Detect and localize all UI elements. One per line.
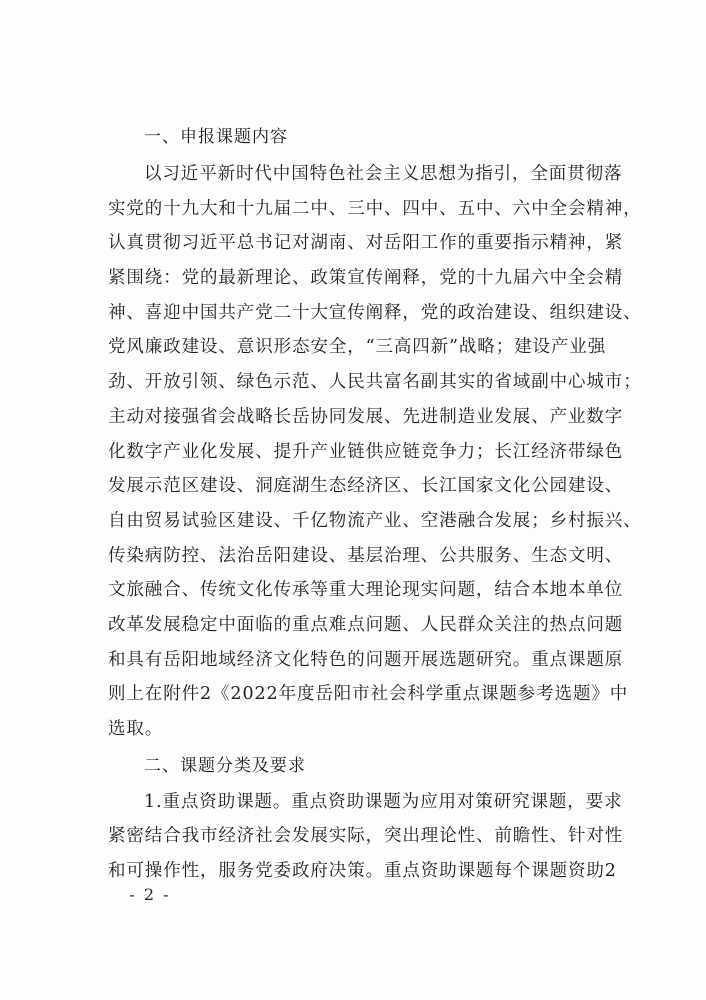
paragraph-line: 改革发展稳定中面临的重点难点问题、人民群众关注的热点问题 xyxy=(108,614,624,635)
paragraph-line: 传染病防控、法治岳阳建设、基层治理、公共服务、生态文明、 xyxy=(108,545,624,566)
paragraph-line: 文旅融合、传统文化传承等重大理论现实问题，结合本地本单位 xyxy=(108,580,624,601)
paragraph-line: 认真贯彻习近平总书记对湖南、对岳阳工作的重要指示精神，紧 xyxy=(108,233,624,254)
paragraph-line: 以习近平新时代中国特色社会主义思想为指引，全面贯彻落 xyxy=(144,164,623,184)
paragraph-line: 紧围绕：党的最新理论、政策宣传阐释，党的十九届六中全会精 xyxy=(108,268,624,289)
document-body xyxy=(108,124,642,889)
section-heading-classification-requirements: 二、课题分类及要求 xyxy=(144,755,306,776)
page-number: - 2 - xyxy=(129,885,171,904)
paragraph-line: 选取。 xyxy=(108,719,164,739)
paragraph-line: 化数字产业化发展、提升产业链供应链竞争力；长江经济带绿色 xyxy=(108,441,624,462)
section2-paragraph xyxy=(108,785,624,889)
paragraph-line: 党风廉政建设、意识形态安全，“三高四新”战略；建设产业强 xyxy=(108,337,607,358)
paragraph-line: 神、喜迎中国共产党二十大宣传阐释，党的政治建设、组织建设、 xyxy=(108,302,642,323)
paragraph-line: 1.重点资助课题。重点资助课题为应用对策研究课题，要求 xyxy=(144,791,623,812)
paragraph-line: 主动对接强省会战略长岳协同发展、先进制造业发展、产业数字 xyxy=(108,406,624,427)
paragraph-line: 紧密结合我市经济社会发展实际，突出理论性、前瞻性、针对性 xyxy=(108,826,624,847)
paragraph-line: 和可操作性，服务党委政府决策。重点资助课题每个课题资助2 xyxy=(108,861,617,882)
paragraph-line: 实党的十九大和十九届二中、三中、四中、五中、六中全会精神， xyxy=(108,198,642,219)
section-heading-application-content: 一、申报课题内容 xyxy=(144,127,288,147)
paragraph-line: 自由贸易试验区建设、千亿物流产业、空港融合发展；乡村振兴、 xyxy=(108,510,642,531)
paragraph-line: 劲、开放引领、绿色示范、人民共富名副其实的省域副中心城市； xyxy=(108,372,642,393)
section1-paragraph xyxy=(108,157,642,747)
paragraph-line: 则上在附件2《2022年度岳阳市社会科学重点课题参考选题》中 xyxy=(108,684,629,705)
paragraph-line: 和具有岳阳地域经济文化特色的问题开展选题研究。重点课题原 xyxy=(108,649,624,670)
paragraph-line: 发展示范区建设、洞庭湖生态经济区、长江国家文化公园建设、 xyxy=(108,476,624,497)
